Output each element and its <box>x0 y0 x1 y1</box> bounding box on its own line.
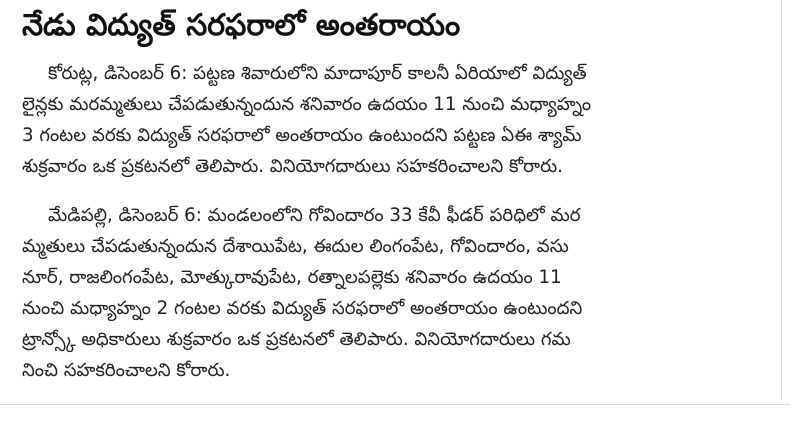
paragraph-line: లైన్లకు మరమ్మతులు చేపడుతున్నందున శనివారం ఉదయం 11 నుంచి మధ్యాహ్నం <box>22 94 592 115</box>
article-paragraph-korutla <box>22 58 782 182</box>
paragraph-line: మేడిపల్లి, డిసెంబర్ 6: మండలంలోని గోవిందారం 33 కేవీ ఫీడర్ పరిధిలో మర <box>48 205 581 226</box>
paragraph-line: నించి సహకరించాలని కోరారు. <box>22 360 231 381</box>
article-headline: నేడు విద్యుత్ సరఫరాలో అంతరాయం <box>22 8 461 43</box>
paragraph-line: మ్మతులు చేపడుతున్నందున దేశాయిపేట, ఈదుల లింగంపేట, గోవిందారం, వసు <box>22 236 569 257</box>
paragraph-line: నుంచి మధ్యాహ్నం 2 గంటల వరకు విద్యుత్ సరఫరాలో అంతరాయం ఉంటుందని <box>22 298 583 319</box>
paragraph-line: ట్రాన్స్కో అధికారులు శుక్రవారం ఒక ప్రకటనలో తెలిపారు. వినియోగదారులు గమ <box>22 329 571 350</box>
paragraph-line: శుక్రవారం ఒక ప్రకటనలో తెలిపారు. వినియోగదారులు సహకరించాలని కోరారు. <box>22 156 563 177</box>
column-divider <box>781 0 782 400</box>
paragraph-line: నూర్, రాజలింగంపేట, మోత్కురావుపేట, రత్నాలపల్లెకు శనివారం ఉదయం 11 <box>22 267 562 288</box>
paragraph-line: 3 గంటల వరకు విద్యుత్ సరఫరాలో అంతరాయం ఉంటుందని పట్టణ ఏఈ శ్యామ్ <box>22 125 582 146</box>
bottom-divider <box>0 404 790 405</box>
article-paragraph-medipalli <box>22 200 782 386</box>
paragraph-line: కోరుట్ల, డిసెంబర్ 6: పట్టణ శివారులోని మాదాపూర్ కాలనీ ఏరియాలో విద్యుత్ <box>48 63 587 84</box>
